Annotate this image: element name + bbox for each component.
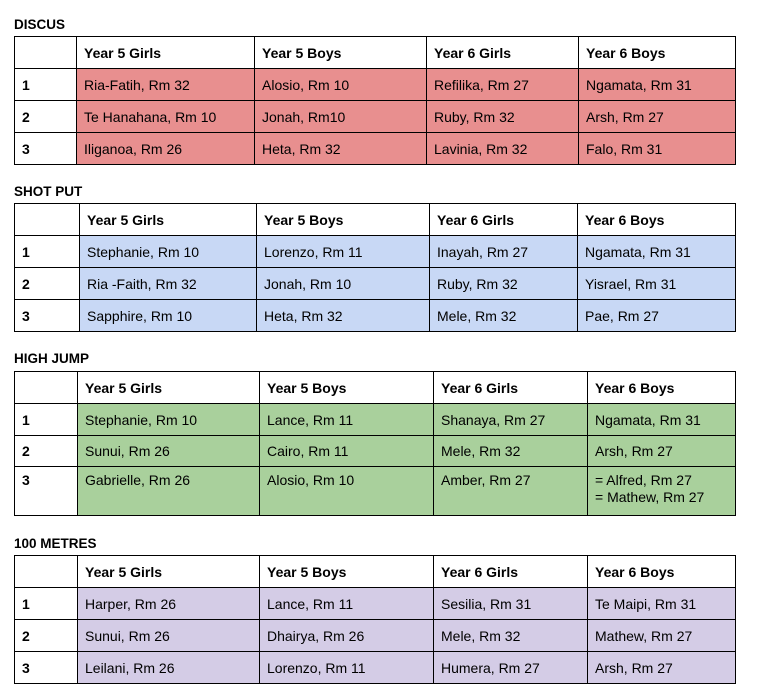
result-cell: Ngamata, Rm 31 bbox=[579, 69, 736, 101]
table-row bbox=[15, 268, 736, 300]
result-cell: Dhairya, Rm 26 bbox=[260, 620, 434, 652]
result-cell: Lavinia, Rm 32 bbox=[427, 133, 579, 165]
result-cell: Sesilia, Rm 31 bbox=[434, 588, 588, 620]
result-cell: Gabrielle, Rm 26 bbox=[78, 467, 260, 516]
column-header: Year 5 Boys bbox=[255, 37, 427, 69]
result-cell: Lance, Rm 11 bbox=[260, 588, 434, 620]
table-row bbox=[15, 620, 736, 652]
column-header: Year 6 Girls bbox=[434, 556, 588, 588]
result-cell: Jonah, Rm10 bbox=[255, 101, 427, 133]
rank-cell: 1 bbox=[15, 69, 77, 101]
result-cell: Ngamata, Rm 31 bbox=[578, 236, 736, 268]
result-cell: Mathew, Rm 27 bbox=[588, 620, 736, 652]
results-table-100-metres bbox=[14, 555, 736, 684]
table-row bbox=[15, 236, 736, 268]
column-header: Year 5 Girls bbox=[78, 556, 260, 588]
column-header: Year 5 Girls bbox=[77, 37, 255, 69]
table-header-row bbox=[15, 204, 736, 236]
tie-line: = Alfred, Rm 27 bbox=[595, 472, 692, 488]
column-header: Year 5 Boys bbox=[257, 204, 430, 236]
column-header: Year 5 Boys bbox=[260, 372, 434, 404]
result-cell: Cairo, Rm 11 bbox=[260, 436, 434, 467]
column-header: Year 5 Girls bbox=[80, 204, 257, 236]
result-cell: Iliganoa, Rm 26 bbox=[77, 133, 255, 165]
result-cell: Inayah, Rm 27 bbox=[430, 236, 578, 268]
rank-cell: 3 bbox=[15, 652, 78, 684]
column-header: Year 5 Boys bbox=[260, 556, 434, 588]
rank-cell: 3 bbox=[15, 133, 77, 165]
result-cell: Arsh, Rm 27 bbox=[579, 101, 736, 133]
corner-cell bbox=[15, 204, 80, 236]
result-cell: Amber, Rm 27 bbox=[434, 467, 588, 516]
result-cell: Ruby, Rm 32 bbox=[430, 268, 578, 300]
results-table-high-jump bbox=[14, 371, 736, 516]
rank-cell: 3 bbox=[15, 467, 78, 516]
result-cell: Lance, Rm 11 bbox=[260, 404, 434, 436]
rank-cell: 2 bbox=[15, 101, 77, 133]
column-header: Year 6 Girls bbox=[430, 204, 578, 236]
result-cell: Jonah, Rm 10 bbox=[257, 268, 430, 300]
column-header: Year 5 Girls bbox=[78, 372, 260, 404]
section-title-100-metres: 100 METRES bbox=[14, 536, 97, 551]
result-cell-tie bbox=[588, 467, 736, 516]
column-header: Year 6 Boys bbox=[588, 372, 736, 404]
result-cell: Humera, Rm 27 bbox=[434, 652, 588, 684]
result-cell: Sapphire, Rm 10 bbox=[80, 300, 257, 332]
rank-cell: 3 bbox=[15, 300, 80, 332]
result-cell: Te Hanahana, Rm 10 bbox=[77, 101, 255, 133]
table-row bbox=[15, 588, 736, 620]
table-header-row bbox=[15, 37, 736, 69]
table-row bbox=[15, 404, 736, 436]
table-header-row bbox=[15, 372, 736, 404]
result-cell: Pae, Rm 27 bbox=[578, 300, 736, 332]
result-cell: Sunui, Rm 26 bbox=[78, 436, 260, 467]
result-cell: Shanaya, Rm 27 bbox=[434, 404, 588, 436]
result-cell: Lorenzo, Rm 11 bbox=[260, 652, 434, 684]
result-cell: Arsh, Rm 27 bbox=[588, 436, 736, 467]
table-row bbox=[15, 300, 736, 332]
result-cell: Sunui, Rm 26 bbox=[78, 620, 260, 652]
rank-cell: 1 bbox=[15, 404, 78, 436]
result-cell: Ria-Fatih, Rm 32 bbox=[77, 69, 255, 101]
table-header-row bbox=[15, 556, 736, 588]
result-cell: Stephanie, Rm 10 bbox=[80, 236, 257, 268]
result-cell: Ruby, Rm 32 bbox=[427, 101, 579, 133]
result-cell: Arsh, Rm 27 bbox=[588, 652, 736, 684]
section-title-shot-put: SHOT PUT bbox=[14, 184, 83, 199]
column-header: Year 6 Boys bbox=[588, 556, 736, 588]
rank-cell: 2 bbox=[15, 268, 80, 300]
section-title-discus: DISCUS bbox=[14, 17, 66, 32]
result-cell: Alosio, Rm 10 bbox=[260, 467, 434, 516]
column-header: Year 6 Girls bbox=[427, 37, 579, 69]
result-cell: Ria -Faith, Rm 32 bbox=[80, 268, 257, 300]
rank-cell: 1 bbox=[15, 588, 78, 620]
table-row bbox=[15, 69, 736, 101]
result-cell: Mele, Rm 32 bbox=[434, 620, 588, 652]
corner-cell bbox=[15, 37, 77, 69]
result-cell: Falo, Rm 31 bbox=[579, 133, 736, 165]
result-cell: Yisrael, Rm 31 bbox=[578, 268, 736, 300]
result-cell: Ngamata, Rm 31 bbox=[588, 404, 736, 436]
column-header: Year 6 Boys bbox=[579, 37, 736, 69]
table-row bbox=[15, 101, 736, 133]
result-cell: Refilika, Rm 27 bbox=[427, 69, 579, 101]
table-row bbox=[15, 133, 736, 165]
result-cell: Stephanie, Rm 10 bbox=[78, 404, 260, 436]
tie-line: = Mathew, Rm 27 bbox=[595, 489, 705, 505]
result-cell: Lorenzo, Rm 11 bbox=[257, 236, 430, 268]
result-cell: Mele, Rm 32 bbox=[434, 436, 588, 467]
results-table-shot-put bbox=[14, 203, 736, 332]
rank-cell: 2 bbox=[15, 436, 78, 467]
result-cell: Alosio, Rm 10 bbox=[255, 69, 427, 101]
result-cell: Heta, Rm 32 bbox=[257, 300, 430, 332]
result-cell: Te Maipi, Rm 31 bbox=[588, 588, 736, 620]
table-row bbox=[15, 467, 736, 516]
results-table-discus bbox=[14, 36, 736, 165]
result-cell: Harper, Rm 26 bbox=[78, 588, 260, 620]
corner-cell bbox=[15, 556, 78, 588]
result-cell: Mele, Rm 32 bbox=[430, 300, 578, 332]
column-header: Year 6 Girls bbox=[434, 372, 588, 404]
column-header: Year 6 Boys bbox=[578, 204, 736, 236]
result-cell: Leilani, Rm 26 bbox=[78, 652, 260, 684]
corner-cell bbox=[15, 372, 78, 404]
table-row bbox=[15, 436, 736, 467]
section-title-high-jump: HIGH JUMP bbox=[14, 351, 90, 366]
rank-cell: 1 bbox=[15, 236, 80, 268]
result-cell: Heta, Rm 32 bbox=[255, 133, 427, 165]
rank-cell: 2 bbox=[15, 620, 78, 652]
table-row bbox=[15, 652, 736, 684]
